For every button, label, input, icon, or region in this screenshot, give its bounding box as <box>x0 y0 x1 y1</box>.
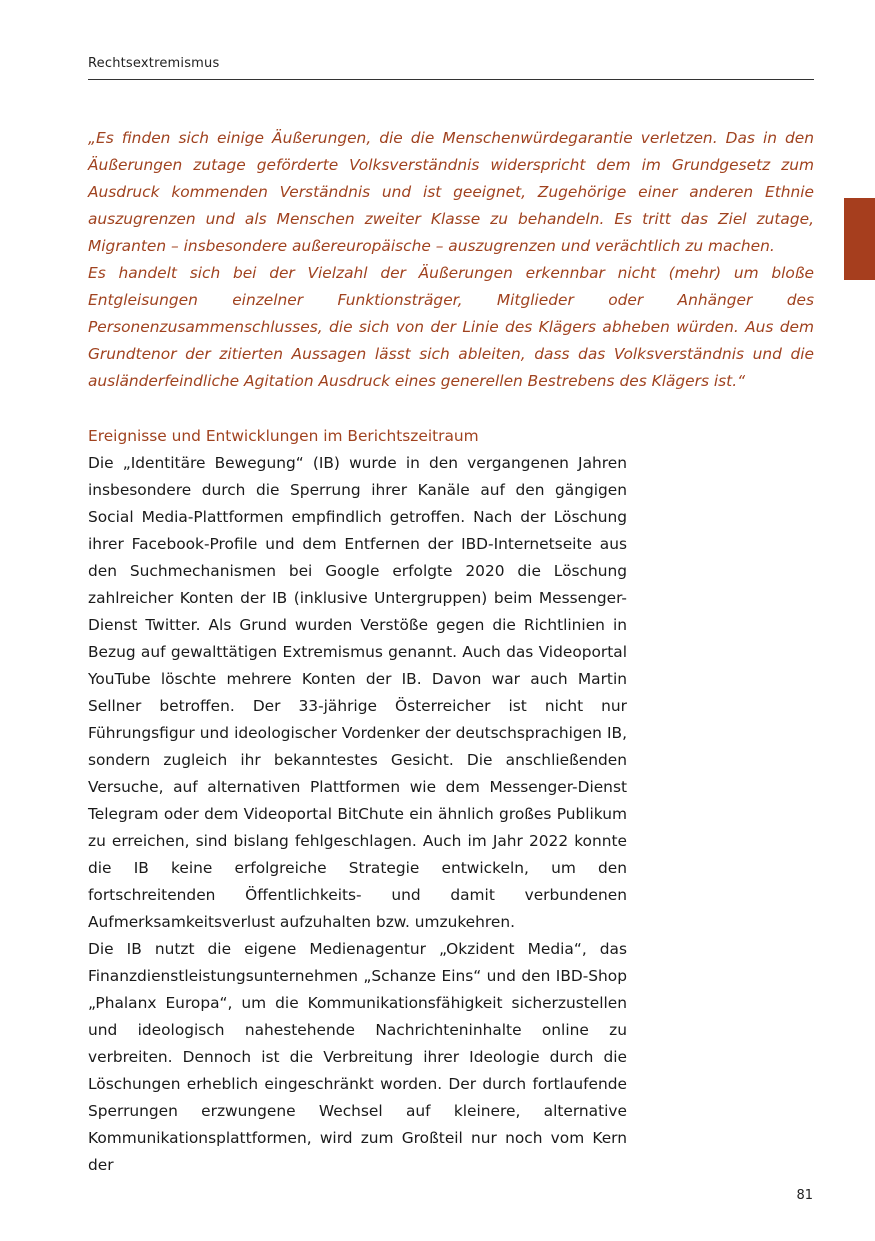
running-header: Rechtsextremismus <box>88 56 220 71</box>
body-paragraph-2: Die IB nutzt die eigene Medienagentur „Okzident Media“, das Finanzdienstleistungsunternehmen „Schanze Eins“ und den IBD-Shop „Phalanx Europa“, um die Kommunikationsfähigkeit sicherzustellen und ideologisch nahestehende Nachrichteninhalte online zu verbreiten. Dennoch ist die Verbreitung ihrer Ideologie durch die Löschungen erheblich eingeschränkt worden. Der durch fortlaufende Sperrungen erzwungene Wechsel auf kleinere, alternative Kommunikationsplattformen, wird zum Großteil nur noch vom Kern der <box>88 940 627 1174</box>
chapter-tab-marker <box>844 198 875 280</box>
header-rule <box>88 79 814 80</box>
quote-paragraph-1: „Es finden sich einige Äußerungen, die die Menschenwürdegarantie verletzen. Das in den Äußerungen zutage geförderte Volksverständnis widerspricht dem im Grundgesetz zum Ausdruck kommenden Verständnis und ist geeignet, Zugehörige einer anderen Ethnie auszugrenzen und als Menschen zweiter Klasse zu behandeln. Es tritt das Ziel zutage, Migranten – insbesondere außereuropäische – auszugrenzen und verächtlich zu machen. <box>88 129 814 255</box>
section-heading: Ereignisse und Entwicklungen im Berichtszeitraum <box>88 427 479 445</box>
body-text <box>88 450 627 1179</box>
page-number: 81 <box>796 1188 813 1203</box>
quote-paragraph-2: Es handelt sich bei der Vielzahl der Äußerungen erkennbar nicht (mehr) um bloße Entgleisungen einzelner Funktionsträger, Mitglieder oder Anhänger des Personenzusammenschlusses, die sich von der Linie des Klägers abheben würden. Aus dem Grundtenor der zitierten Aussagen lässt sich ableiten, dass das Volksverständnis und die ausländerfeindliche Agitation Ausdruck eines generellen Bestrebens des Klägers ist.“ <box>88 264 814 390</box>
court-quote <box>88 125 814 395</box>
body-paragraph-1: Die „Identitäre Bewegung“ (IB) wurde in den vergangenen Jahren insbesondere durch die Sperrung ihrer Kanäle auf den gängigen Social Media-Plattformen empfindlich getroffen. Nach der Löschung ihrer Facebook-Profile und dem Entfernen der IBD-Internetseite aus den Suchmechanismen bei Google erfolgte 2020 die Löschung zahlreicher Konten der IB (inklusive Untergruppen) beim Messenger-Dienst Twitter. Als Grund wurden Verstöße gegen die Richtlinien in Bezug auf gewalttätigen Extremismus genannt. Auch das Videoportal YouTube löschte mehrere Konten der IB. Davon war auch Martin Sellner betroffen. Der 33-jährige Österreicher ist nicht nur Führungsfigur und ideologischer Vordenker der deutschsprachigen IB, sondern zugleich ihr bekanntestes Gesicht. Die anschließenden Versuche, auf alternativen Plattformen wie dem Messenger-Dienst Telegram oder dem Videoportal BitChute ein ähnlich großes Publikum zu erreichen, sind bislang fehlgeschlagen. Auch im Jahr 2022 konnte die IB keine erfolgreiche Strategie entwickeln, um den fortschreitenden Öffentlichkeits- und damit verbundenen Aufmerksamkeitsverlust aufzuhalten bzw. umzukehren. <box>88 454 627 931</box>
